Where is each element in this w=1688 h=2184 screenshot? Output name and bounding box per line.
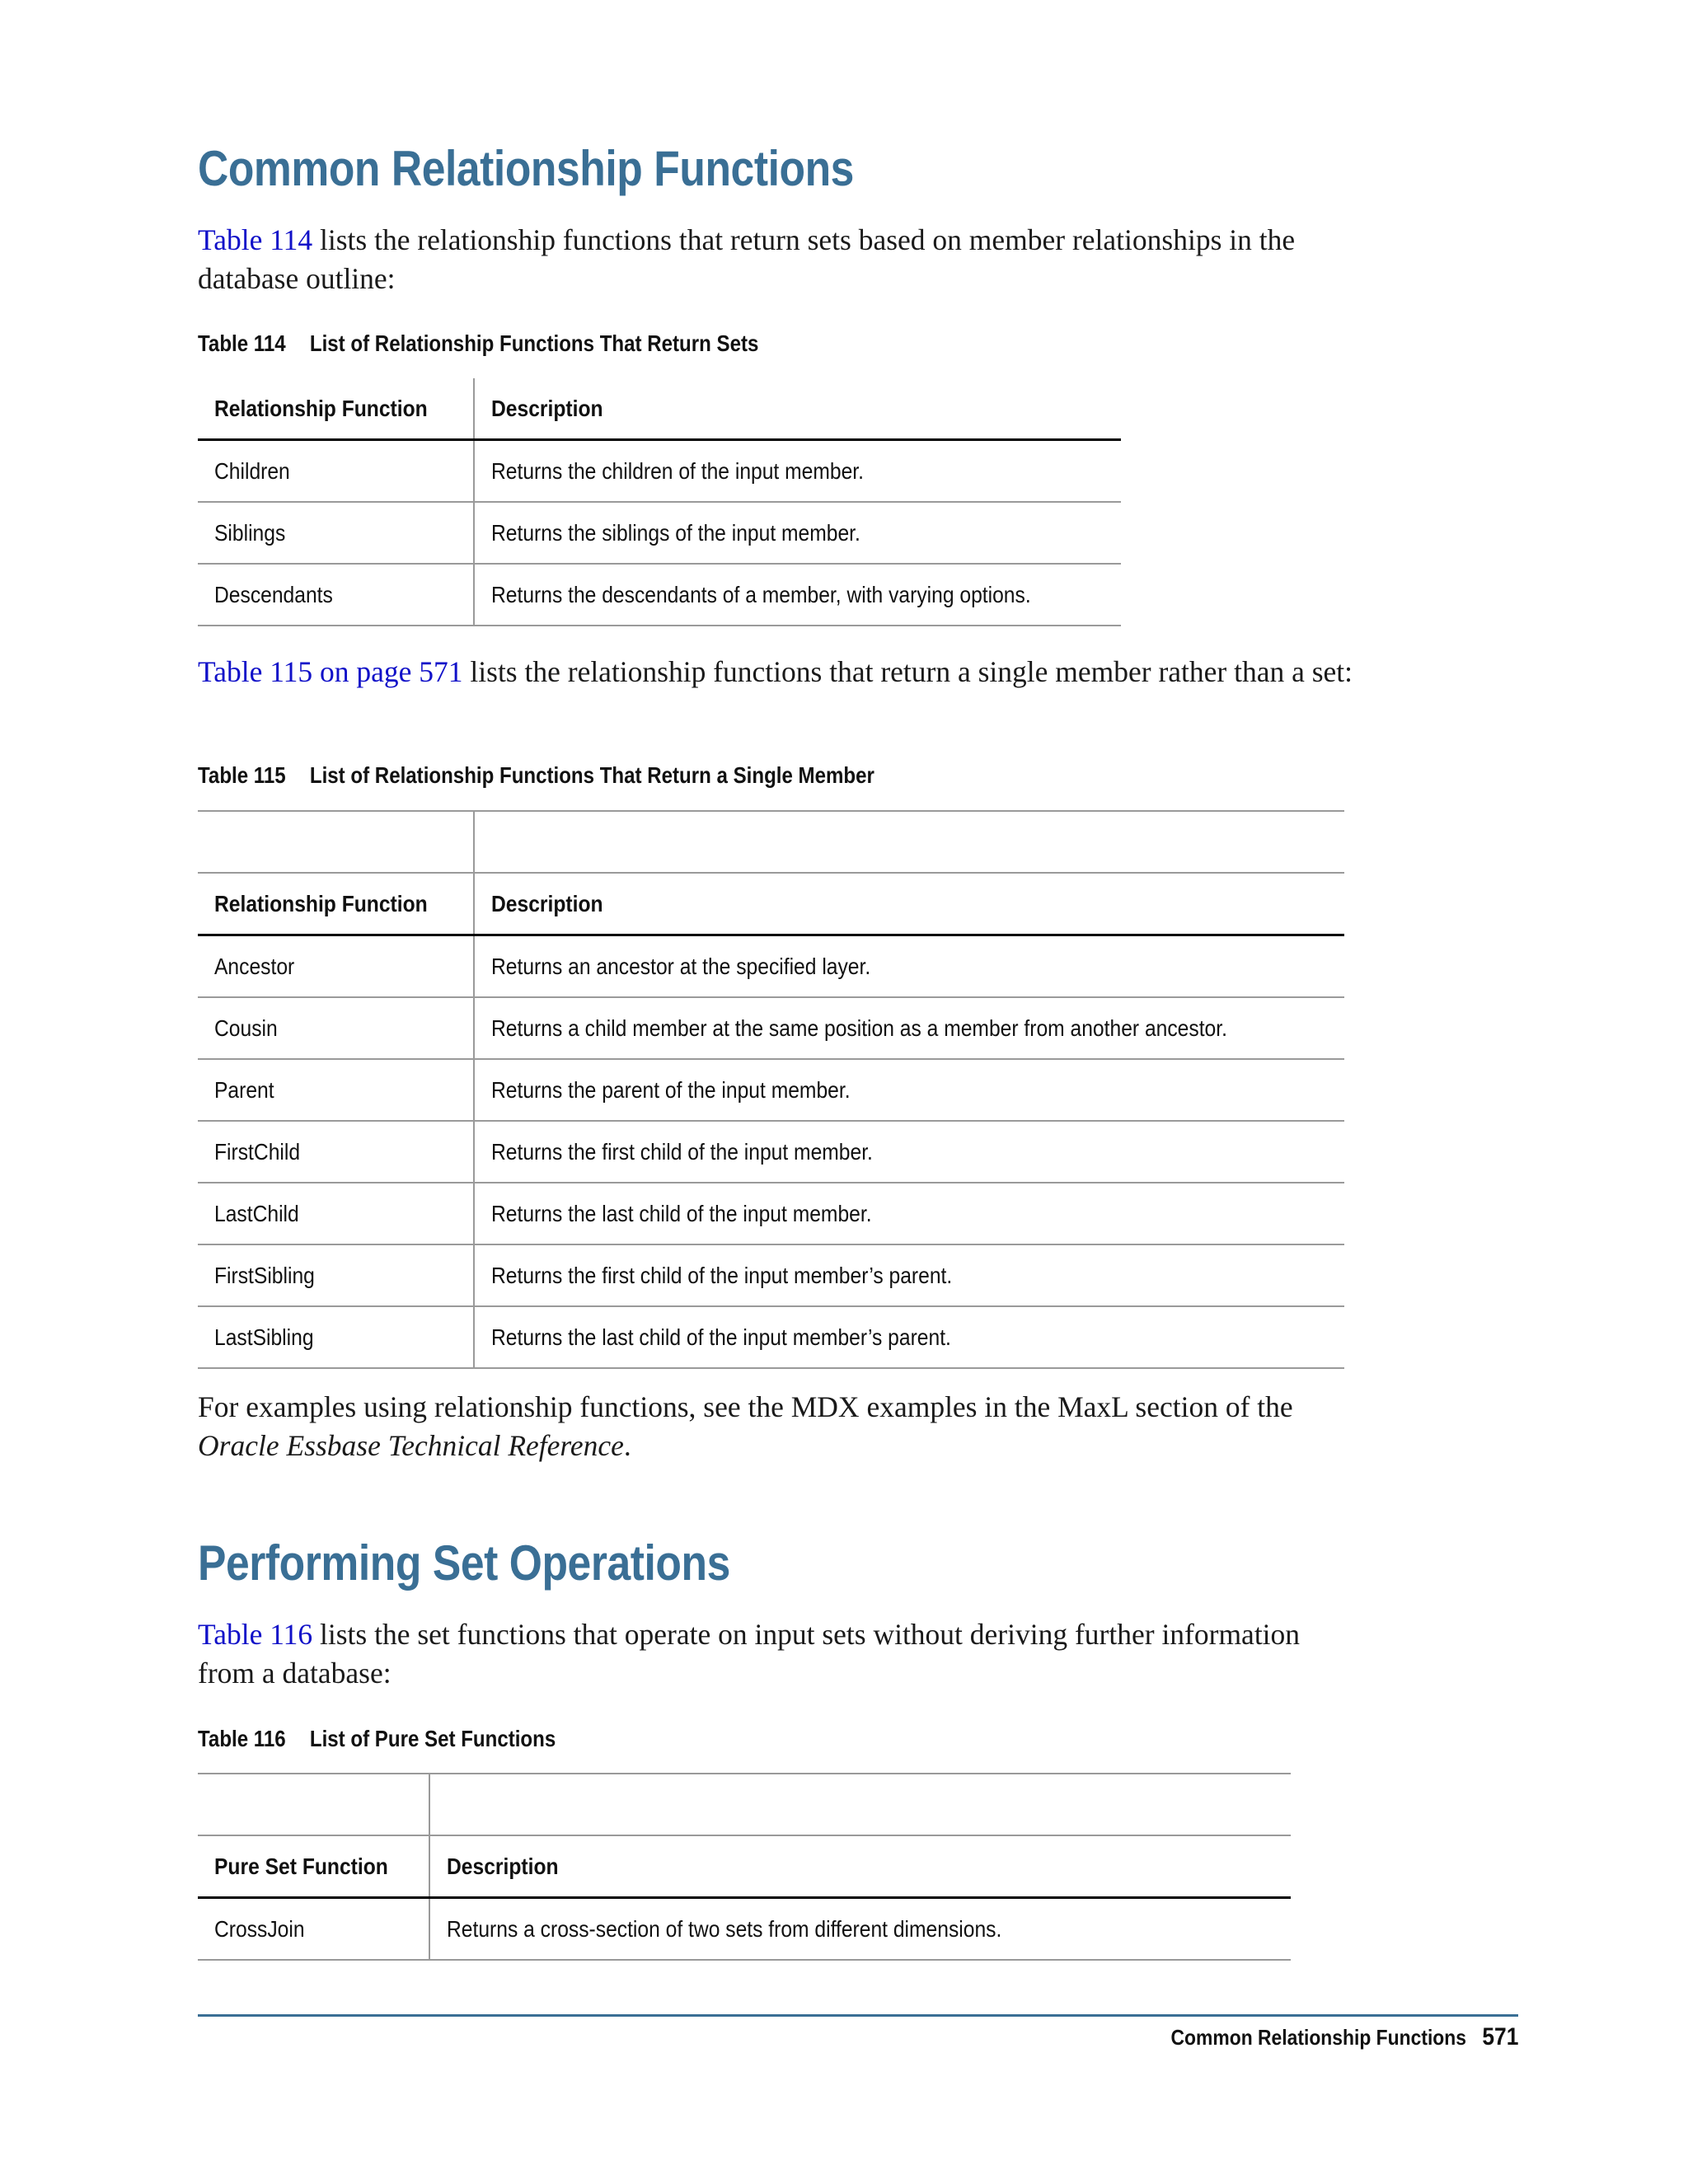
cell-function: LastChild (198, 1183, 474, 1244)
table-row (198, 935, 1344, 998)
table-row (198, 502, 1121, 564)
cell-description: Returns the parent of the input member. (474, 1059, 1344, 1121)
cell-function: FirstSibling (198, 1244, 474, 1306)
table-row (198, 1898, 1291, 1961)
table-header-row (198, 378, 1121, 440)
link-table-114[interactable]: Table 114 (198, 223, 313, 256)
table-116 (198, 1773, 1291, 1961)
cell-function: Descendants (198, 564, 474, 626)
table-116-caption (198, 1726, 556, 1752)
table-row (198, 1183, 1344, 1244)
cell-function: FirstChild (198, 1121, 474, 1183)
table-row (198, 997, 1344, 1059)
table-114-label: Table 114 (198, 330, 286, 356)
intro-paragraph-1 (198, 221, 1360, 298)
table-115-caption (198, 762, 874, 789)
cell-description: Returns the descendants of a member, with varying options. (474, 564, 1121, 626)
table-row (198, 1059, 1344, 1121)
technical-reference-title: Oracle Essbase Technical Reference (198, 1429, 624, 1462)
header-description: Description (474, 378, 1121, 440)
blank-cell (429, 1774, 1291, 1835)
blank-cell (198, 811, 474, 873)
cell-function: Ancestor (198, 935, 474, 998)
table-114-caption (198, 330, 758, 357)
table-row (198, 1121, 1344, 1183)
header-description: Description (429, 1835, 1291, 1898)
examples-paragraph (198, 1388, 1360, 1465)
cell-function: CrossJoin (198, 1898, 429, 1961)
table-row (198, 564, 1121, 626)
cell-function: Cousin (198, 997, 474, 1059)
cell-description: Returns the first child of the input member’s parent. (474, 1244, 1344, 1306)
header-description: Description (474, 873, 1344, 935)
table-row (198, 440, 1121, 503)
page-footer (1170, 2023, 1518, 2051)
footer-rule (198, 2014, 1518, 2017)
cell-function: LastSibling (198, 1306, 474, 1368)
section-heading-common-relationship-functions: Common Relationship Functions (198, 141, 854, 196)
link-table-115[interactable]: Table 115 on page 571 (198, 655, 463, 688)
header-relationship-function: Relationship Function (198, 378, 474, 440)
section-heading-performing-set-operations: Performing Set Operations (198, 1535, 730, 1591)
examples-text: For examples using relationship functions, see the MDX examples in the MaxL section of the (198, 1390, 1293, 1423)
table-114 (198, 378, 1121, 626)
cell-description: Returns the first child of the input member. (474, 1121, 1344, 1183)
footer-section-title: Common Relationship Functions (1170, 2025, 1466, 2050)
cell-description: Returns the last child of the input member. (474, 1183, 1344, 1244)
blank-cell (474, 811, 1344, 873)
cell-function: Children (198, 440, 474, 503)
table-header-row (198, 1835, 1291, 1898)
table-115 (198, 810, 1344, 1369)
table-115-title: List of Relationship Functions That Return a Single Member (309, 762, 874, 788)
blank-cell (198, 1774, 429, 1835)
intro-text-3: lists the set functions that operate on input sets without deriving further information from a database: (198, 1618, 1301, 1690)
table-116-label: Table 116 (198, 1726, 286, 1751)
cell-description: Returns an ancestor at the specified layer. (474, 935, 1344, 998)
table-row (198, 1306, 1344, 1368)
table-114-title: List of Relationship Functions That Return Sets (309, 330, 759, 356)
cell-description: Returns the siblings of the input member. (474, 502, 1121, 564)
header-relationship-function: Relationship Function (198, 873, 474, 935)
intro-text-2: lists the relationship functions that return a single member rather than a set: (462, 655, 1353, 688)
cell-description: Returns a child member at the same position as a member from another ancestor. (474, 997, 1344, 1059)
table-115-label: Table 115 (198, 762, 286, 788)
cell-function: Parent (198, 1059, 474, 1121)
intro-paragraph-3 (198, 1615, 1360, 1693)
table-blank-row (198, 811, 1344, 873)
page-number: 571 (1481, 2023, 1518, 2050)
cell-function: Siblings (198, 502, 474, 564)
table-header-row (198, 873, 1344, 935)
header-pure-set-function: Pure Set Function (198, 1835, 429, 1898)
table-116-title: List of Pure Set Functions (309, 1726, 556, 1751)
intro-text-1: lists the relationship functions that return sets based on member relationships in the database outline: (198, 223, 1296, 295)
intro-paragraph-2 (198, 653, 1360, 691)
link-table-116[interactable]: Table 116 (198, 1618, 313, 1651)
table-row (198, 1244, 1344, 1306)
cell-description: Returns the last child of the input member’s parent. (474, 1306, 1344, 1368)
cell-description: Returns the children of the input member. (474, 440, 1121, 503)
table-blank-row (198, 1774, 1291, 1835)
cell-description: Returns a cross-section of two sets from different dimensions. (429, 1898, 1291, 1961)
examples-end: . (623, 1429, 631, 1462)
